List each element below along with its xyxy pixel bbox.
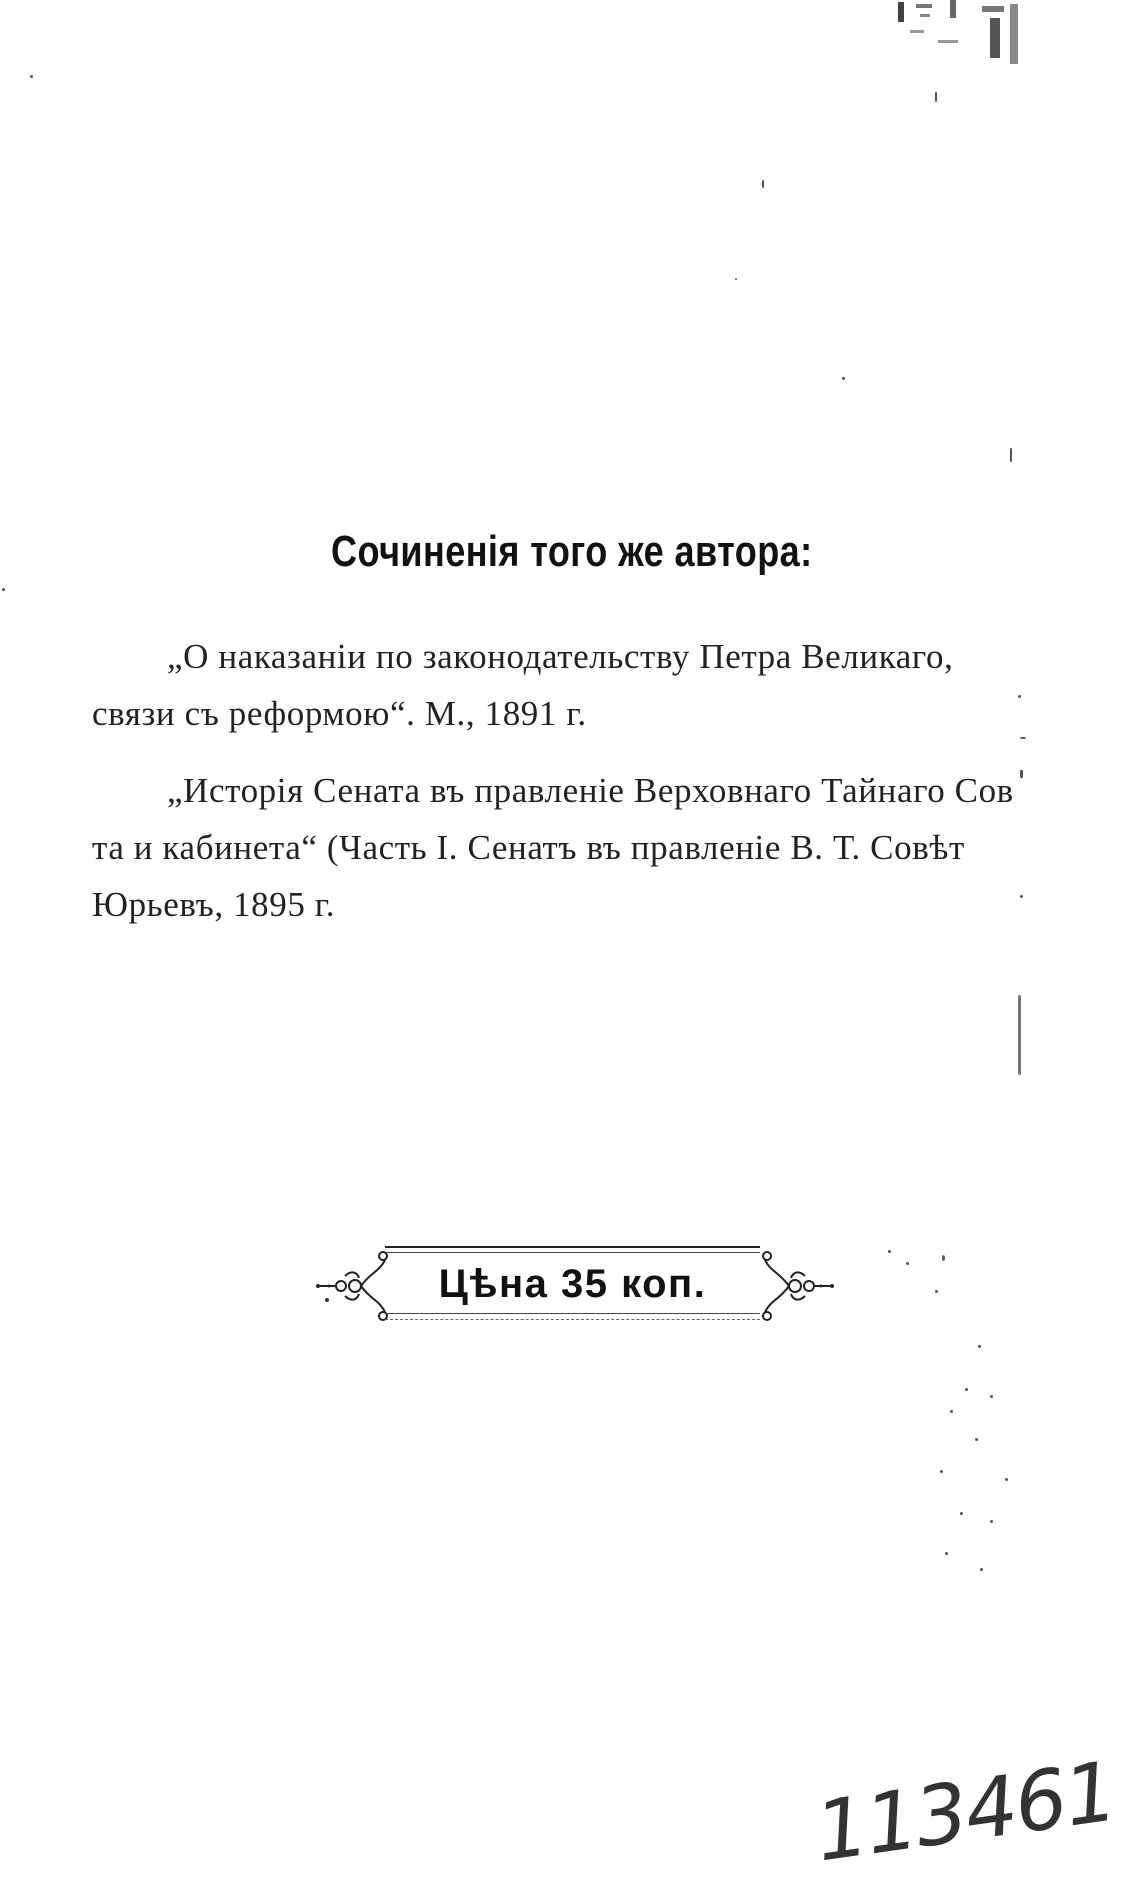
right-ornament-icon bbox=[755, 1242, 835, 1328]
scan-speck bbox=[762, 180, 764, 188]
entry-line: связи съ реформою“. М., 1891 г. bbox=[92, 694, 587, 733]
scan-speck bbox=[965, 1388, 968, 1391]
frame-rule bbox=[385, 1246, 760, 1248]
scan-speck bbox=[950, 1410, 953, 1413]
scan-speck bbox=[735, 278, 737, 280]
price-frame bbox=[385, 1240, 760, 1326]
frame-rule bbox=[385, 1252, 760, 1253]
scan-speck bbox=[842, 377, 845, 380]
scan-speck bbox=[942, 1255, 945, 1261]
scan-speck bbox=[1005, 1478, 1008, 1481]
price-label: Цѣна 35 коп. bbox=[438, 1262, 707, 1306]
scan-speck bbox=[935, 1290, 938, 1293]
left-ornament-icon bbox=[315, 1242, 395, 1328]
scan-speck bbox=[975, 1438, 978, 1441]
entry-line: „Исторія Сената въ правленіе Верховнаго Тайнаго Сов bbox=[167, 771, 1014, 810]
scan-speck bbox=[2, 588, 5, 591]
scan-speck bbox=[990, 1520, 993, 1523]
entry-line: „О наказаніи по законодательству Петра Великаго, bbox=[167, 637, 954, 676]
scan-speck bbox=[906, 1262, 909, 1265]
scan-speck bbox=[1018, 995, 1021, 1075]
bibliography-list bbox=[92, 628, 1028, 953]
scan-speck bbox=[940, 1470, 943, 1473]
entry-line: Юрьевъ, 1895 г. bbox=[92, 885, 336, 924]
scan-speck bbox=[30, 75, 33, 78]
scan-speck bbox=[945, 1552, 948, 1555]
entry-line: та и кабинета“ (Часть I. Сенатъ въ правленіе В. Т. Совѣт bbox=[92, 828, 965, 867]
scan-speck bbox=[888, 1250, 891, 1253]
frame-rule bbox=[385, 1313, 760, 1314]
bibliography-entry bbox=[92, 628, 1028, 742]
scan-speck bbox=[980, 1568, 983, 1571]
page-title: Сочиненія того же автора: bbox=[331, 527, 813, 576]
scan-speck bbox=[960, 1512, 963, 1515]
scan-speck bbox=[978, 1345, 981, 1348]
stamp-residue-mark bbox=[890, 0, 1030, 70]
frame-rule bbox=[385, 1319, 760, 1320]
scan-speck bbox=[1010, 448, 1012, 462]
scan-speck bbox=[990, 1395, 993, 1398]
bibliography-entry bbox=[92, 762, 1028, 933]
handwritten-inventory-number: 113461 bbox=[809, 1744, 1122, 1881]
scan-speck bbox=[935, 92, 937, 102]
price-block bbox=[315, 1240, 835, 1330]
